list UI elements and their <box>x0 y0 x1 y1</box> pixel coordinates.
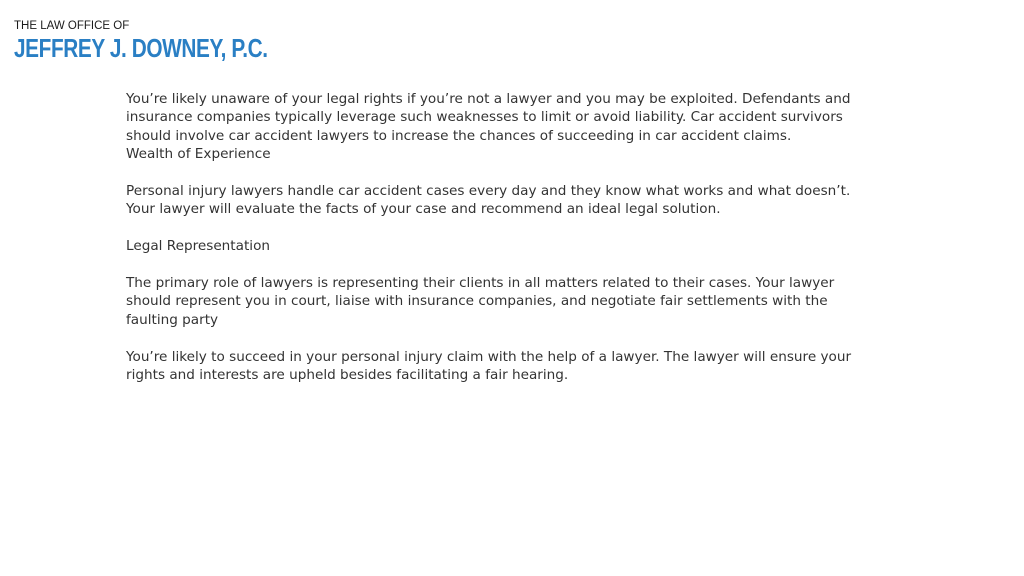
heading-legal-representation: Legal Representation <box>126 238 270 255</box>
paragraph-experience: Personal injury lawyers handle car accident cases every day and they know what works and what doesn’t. Your lawyer will evaluate the facts of your case and recommend an ideal legal solution. <box>126 183 851 218</box>
firm-logo <box>14 20 331 62</box>
paragraph-conclusion: You’re likely to succeed in your personal injury claim with the help of a lawyer. The lawyer will ensure your rights and interests are upheld besides facilitating a fair hearing. <box>126 348 852 384</box>
spacer <box>126 219 866 237</box>
paragraph-intro: You’re likely unaware of your legal rights if you’re not a lawyer and you may be exploited. Defendants and insurance companies typically leverage such weaknesses to limit or avoid liability. Car accident survivors should involve car accident lawyers to increase the chances of succeeding in car accident claims. <box>126 91 851 144</box>
logo-tagline: THE LAW OFFICE OF <box>14 20 130 32</box>
logo-firm-name: JEFFREY J. DOWNEY, P.C. <box>14 33 268 63</box>
heading-wealth-of-experience: Wealth of Experience <box>126 146 271 163</box>
paragraph-representation: The primary role of lawyers is representing their clients in all matters related to their cases. Your lawyer should represent you in court, liaise with insurance companies, and negotiate fair settlements with the faulting party <box>126 275 835 328</box>
spacer <box>126 256 866 274</box>
spacer <box>126 329 866 347</box>
article-body <box>126 90 866 384</box>
spacer <box>126 164 866 182</box>
